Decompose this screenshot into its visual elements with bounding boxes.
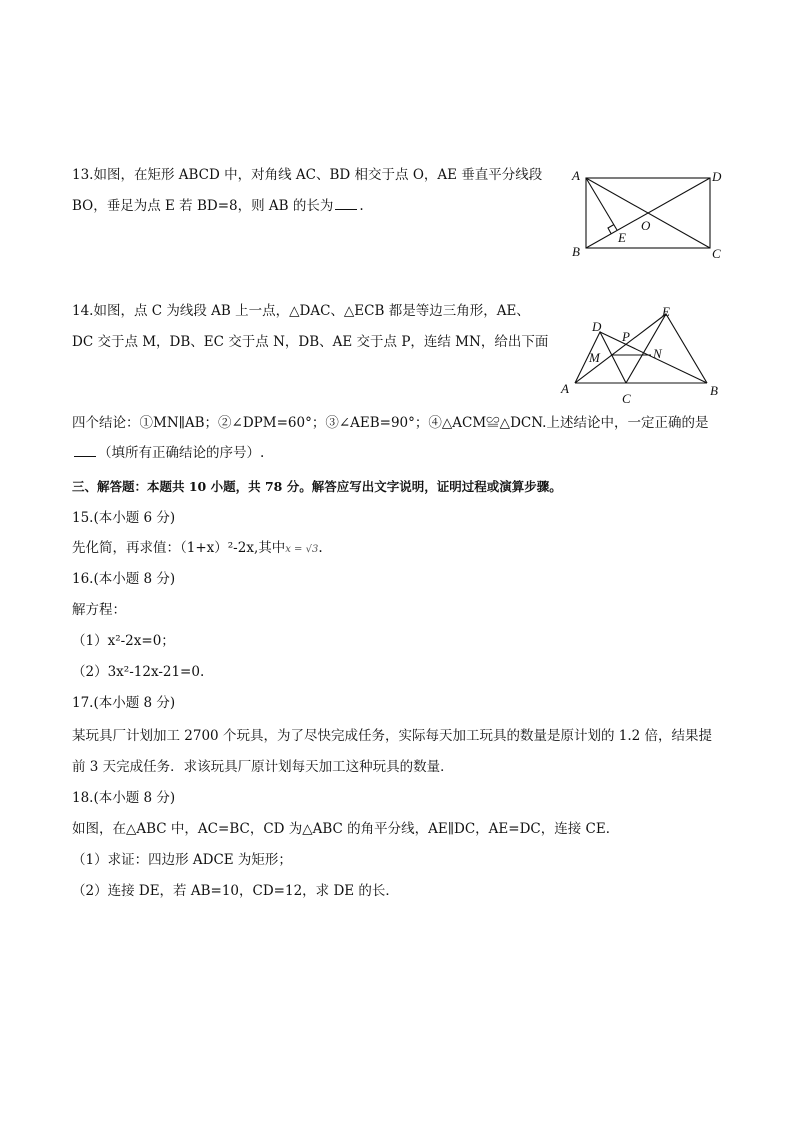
q13-line2-end: . bbox=[359, 198, 364, 214]
q14-line1: 14.如图，点 C 为线段 AB 上一点，△DAC、△ECB 都是等边三角形，AE、 bbox=[72, 303, 530, 319]
q13-label-b: B bbox=[572, 244, 580, 259]
q14-label-p: P bbox=[622, 329, 630, 344]
q18-part2: （2）连接 DE，若 AB=10，CD=12，求 DE 的长． bbox=[72, 883, 399, 899]
q18-part1: （1）求证：四边形 ADCE 为矩形； bbox=[72, 852, 292, 868]
triangle-ecb bbox=[626, 314, 707, 383]
q14-label-n: N bbox=[653, 346, 662, 361]
section-3-heading: 三、解答题：本题共 10 小题，共 78 分。解答应写出文字说明，证明过程或演算步骤。 bbox=[72, 479, 562, 494]
q13-line2 bbox=[72, 197, 364, 215]
q18-line1: 如图，在△ABC 中，AC=BC，CD 为△ABC 的角平分线，AE∥DC，AE=DC，连接 CE． bbox=[72, 821, 620, 837]
q15-end: . bbox=[318, 540, 323, 556]
q14-label-e: E bbox=[662, 304, 670, 319]
q14-label-c: C bbox=[622, 391, 631, 406]
q14-label-a: A bbox=[561, 381, 569, 396]
q14-line4-text: （填所有正确结论的序号）. bbox=[98, 445, 265, 461]
q15-math: x = √3 bbox=[285, 544, 319, 555]
q17-line2: 前 3 天完成任务．求该玩具厂原计划每天加工这种玩具的数量． bbox=[72, 759, 454, 775]
q16-header: 16.(本小题 8 分) bbox=[72, 571, 176, 587]
q14-line2: DC 交于点 M，DB、EC 交于点 N，DB、AE 交于点 P，连结 MN，给出下面 bbox=[72, 334, 549, 350]
q16-part1: （1）x²-2x=0； bbox=[72, 633, 175, 649]
q13-line2-text: BO，垂足为点 E 若 BD=8，则 AB 的长为 bbox=[72, 198, 334, 214]
q13-label-d: D bbox=[712, 169, 722, 184]
q15-text-main: 先化简，再求值：（1+x）²-2x,其中 bbox=[72, 540, 286, 556]
q15-header: 15.(本小题 6 分) bbox=[72, 510, 176, 526]
q14-line3: 四个结论：①MN∥AB；②∠DPM=60°；③∠AEB=90°；④△ACM≌△DCN.上述结论中，一定正确的是 bbox=[72, 415, 709, 431]
q14-answer-blank bbox=[74, 444, 96, 457]
q17-line1: 某玩具厂计划加工 2700 个玩具，为了尽快完成任务，实际每天加工玩具的数量是原计划的 1.2 倍，结果提 bbox=[72, 728, 712, 744]
q16-intro: 解方程： bbox=[72, 602, 126, 618]
q13-label-c: C bbox=[712, 246, 721, 261]
q13-label-o: O bbox=[641, 218, 651, 233]
q13-label-e: E bbox=[618, 230, 626, 245]
q14-label-b: B bbox=[710, 383, 718, 398]
q13-answer-blank bbox=[335, 197, 357, 210]
triangle-dac bbox=[575, 332, 626, 383]
q13-rectangle-figure bbox=[560, 160, 730, 270]
q14-line4 bbox=[72, 444, 264, 462]
q15-text bbox=[72, 539, 323, 559]
q14-label-m: M bbox=[589, 350, 600, 365]
q16-part2: （2）3x²-12x-21=0. bbox=[72, 664, 205, 680]
q18-header: 18.(本小题 8 分) bbox=[72, 790, 176, 806]
segment-ae bbox=[586, 178, 617, 230]
q17-header: 17.(本小题 8 分) bbox=[72, 695, 176, 711]
q13-label-a: A bbox=[572, 168, 580, 183]
q14-triangles-figure bbox=[555, 300, 730, 410]
q14-label-d: D bbox=[592, 319, 602, 334]
q13-line1: 13.如图，在矩形 ABCD 中，对角线 AC、BD 相交于点 O，AE 垂直平分线段 bbox=[72, 167, 543, 183]
